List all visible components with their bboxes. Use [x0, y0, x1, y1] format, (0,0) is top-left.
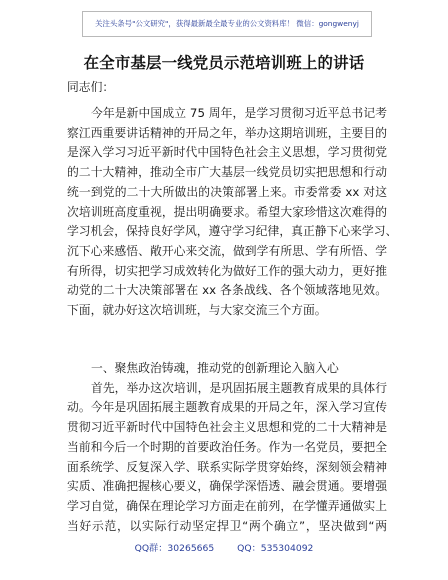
text-line: 察江西重要讲话精神的开局之年，举办这期培训班，主要目的: [67, 125, 387, 140]
text-line: 是深入学习习近平新时代中国特色社会主义思想，学习贯彻党: [67, 145, 387, 160]
text-line: 今年是新中国成立 75 周年，是学习贯彻习近平总书记考: [91, 106, 387, 120]
text-line: 首先，举办这次培训，是巩固拓展主题教育成果的具体行: [91, 380, 387, 395]
text-line: 面系统学、反复深入学、联系实际学贯穿始终，深刻领会精神: [67, 459, 387, 474]
text-line: 动。今年是巩固拓展主题教育成果的开局之年，深入学习宣传: [67, 400, 387, 415]
section-1-heading: 一、聚焦政治铸魂，推动党的创新理论入脑入心: [91, 361, 339, 375]
text-line: 下面，就办好这次培训班，与大家交流三个方面。: [67, 303, 327, 318]
text-line: 当前和今后一个时期的首要政治任务。作为一名党员，要把全: [67, 439, 387, 454]
text-line: 的二十大精神，推动全市广大基层一线党员切实把思想和行动: [67, 165, 387, 180]
text-line: 次培训班高度重视，提出明确要求。希望大家珍惜这次难得的: [67, 204, 387, 219]
text-line: 学习自觉，确保在理论学习方面走在前列，在学懂弄通做实上: [67, 498, 387, 513]
qq-number: QQ：535304092: [237, 543, 314, 554]
greeting-text: 同志们：: [67, 80, 115, 94]
greeting: [67, 78, 387, 98]
paragraph-2-block: [67, 359, 387, 536]
text-line: 实质、准确把握核心要义，确保学深悟透、融会贯通。要增强: [67, 479, 387, 494]
text-line: 动党的二十大决策部署在 xx 各条战线、各个领域落地见效。: [67, 283, 387, 298]
promo-banner: 关注头条号"公文研究"，获得最新最全最专业的公文资料库！ 微信：gongwenyj: [82, 11, 372, 37]
paragraph-1: [67, 104, 398, 321]
qq-group-number: QQ群：30265665: [134, 543, 215, 554]
text-line: 学习机会，保持良好学风，遵守学习纪律，真正静下心来学习、: [67, 224, 398, 239]
text-line: 贯彻习近平新时代中国特色社会主义思想和党的二十大精神是: [67, 420, 387, 435]
text-line: 当好示范，以实际行动坚定捍卫“两个确立”，坚决做到“两: [67, 518, 387, 533]
document-title: 在全市基层一线党员示范培训班上的讲话: [83, 54, 365, 72]
text-line: 沉下心来感悟、敞开心来交流，做到学有所思、学有所悟、学: [67, 243, 387, 258]
contact-footer: [0, 540, 448, 554]
text-line: 有所得，切实把学习成效转化为做好工作的强大动力，更好推: [67, 263, 387, 278]
text-line: 统一到党的二十大所做出的决策部署上来。市委常委 xx 对这: [67, 184, 387, 199]
